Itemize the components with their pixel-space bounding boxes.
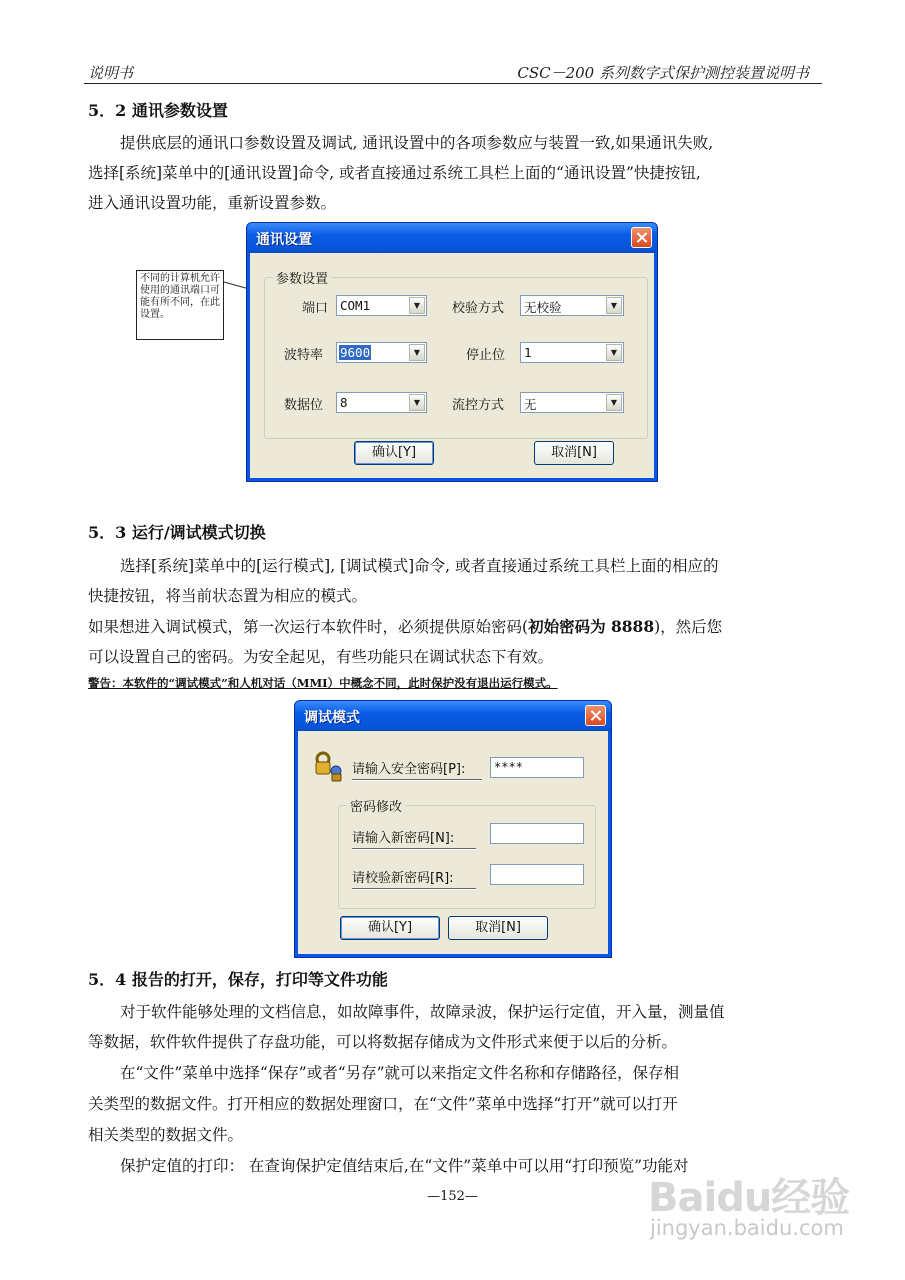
section-54-line-2: 等数据，软件软件提供了存盘功能，可以将数据存储成为文件形式来便于以后的分析。 (88, 1033, 678, 1051)
ok-button[interactable]: 确认[Y] (354, 441, 434, 465)
port-value: COM1 (340, 298, 371, 313)
initial-password-note: 初始密码为 8888 (528, 617, 655, 636)
ok-button[interactable]: 确认[Y] (340, 916, 440, 940)
password-change-groupbox (338, 800, 596, 909)
comm-dialog-title: 通讯设置 (256, 232, 312, 248)
header-right: CSC－200 系列数字式保护测控装置说明书 (517, 64, 809, 82)
chevron-down-icon[interactable]: ▼ (606, 394, 622, 411)
chevron-down-icon[interactable]: ▼ (409, 344, 425, 361)
flow-control-value: 无 (524, 397, 537, 412)
password-label-underline (352, 779, 482, 781)
chevron-down-icon[interactable]: ▼ (409, 297, 425, 314)
new-password-underline (352, 848, 476, 850)
section-52-line-2: 选择[系统]菜单中的[通讯设置]命令, 或者直接通过系统工具栏上面的“通讯设置”快捷按钮, (88, 164, 701, 182)
cancel-button[interactable]: 取消[N] (534, 441, 614, 465)
baud-select[interactable] (336, 342, 427, 363)
line3-prefix: 如果想进入调试模式，第一次运行本软件时，必须提供原始密码( (88, 618, 529, 636)
debug-mode-dialog (294, 700, 612, 958)
close-icon[interactable] (631, 227, 652, 248)
parity-select[interactable] (520, 295, 624, 316)
stop-bits-value: 1 (524, 345, 532, 360)
section-52-line-1: 提供底层的通讯口参数设置及调试, 通讯设置中的各项参数应与装置一致,如果通讯失败, (120, 134, 714, 152)
flow-control-select[interactable] (520, 392, 624, 413)
section-54-line-5: 相关类型的数据文件。 (88, 1126, 244, 1144)
header-rule (84, 83, 822, 84)
port-select[interactable] (336, 295, 427, 316)
section-53-line-4: 可以设置自己的密码。为安全起见，有些功能只在调试状态下有效。 (88, 648, 554, 666)
data-bits-select[interactable] (336, 392, 427, 413)
chevron-down-icon[interactable]: ▼ (409, 394, 425, 411)
baud-value: 9600 (340, 345, 371, 360)
section-52-heading: 5．2 通讯参数设置 (88, 101, 228, 120)
stop-bits-select[interactable] (520, 342, 624, 363)
page-number: —152— (427, 1189, 478, 1204)
comm-dialog-titlebar[interactable] (247, 223, 657, 253)
callout-note: 不同的计算机允许使用的通讯端口可能有所不同，在此设置。 (136, 270, 224, 340)
baud-label: 波特率 (284, 348, 324, 363)
cancel-button[interactable]: 取消[N] (448, 916, 548, 940)
section-53-line-2: 快捷按钮，将当前状态置为相应的模式。 (88, 587, 368, 605)
close-icon[interactable] (585, 705, 606, 726)
comm-settings-dialog (246, 222, 658, 482)
section-53-line-1: 选择[系统]菜单中的[运行模式], [调试模式]命令, 或者直接通过系统工具栏上面的相应的 (120, 557, 719, 575)
parity-label: 校验方式 (452, 301, 505, 316)
section-54-line-3: 在“文件”菜单中选择“保存”或者“另存”就可以来指定文件名称和存储路径，保存相 (120, 1064, 680, 1082)
data-bits-label: 数据位 (284, 398, 324, 413)
password-label: 请输入安全密码[P]: (352, 762, 466, 777)
chevron-down-icon[interactable]: ▼ (606, 297, 622, 314)
password-input[interactable]: **** (490, 757, 584, 778)
data-bits-value: 8 (340, 395, 348, 410)
section-54-line-6: 保护定值的打印： 在查询保护定值结束后,在“文件”菜单中可以用“打印预览”功能对 (120, 1157, 689, 1175)
flow-control-label: 流控方式 (452, 398, 505, 413)
section-53-line-3 (88, 612, 722, 642)
comm-dialog-body (250, 253, 654, 478)
verify-password-underline (352, 888, 476, 890)
watermark-logo: Baidu经验 (648, 1175, 850, 1221)
lock-key-icon (312, 749, 346, 783)
param-group-label: 参数设置 (273, 268, 331, 287)
chevron-down-icon[interactable]: ▼ (606, 344, 622, 361)
section-53-heading: 5．3 运行/调试模式切换 (88, 523, 266, 542)
section-54-line-1: 对于软件能够处理的文档信息，如故障事件，故障录波，保护运行定值，开入量，测量值 (120, 1003, 725, 1021)
header-left: 说明书 (88, 64, 134, 82)
section-54-heading: 5．4 报告的打开，保存，打印等文件功能 (88, 970, 388, 989)
debug-dialog-title: 调试模式 (304, 710, 360, 726)
section-52-line-3: 进入通讯设置功能，重新设置参数。 (88, 194, 337, 212)
warning-note: 警告：本软件的“调试模式”和人机对话（MMI）中概念不同，此时保护没有退出运行模式。 (88, 676, 558, 690)
debug-dialog-body (298, 731, 608, 954)
verify-password-label: 请校验新密码[R]: (352, 871, 454, 886)
parity-value: 无校验 (524, 300, 562, 315)
verify-password-input[interactable] (490, 864, 584, 885)
section-54-line-4: 关类型的数据文件。打开相应的数据处理窗口，在“文件”菜单中选择“打开”就可以打开 (88, 1095, 678, 1113)
stop-bits-label: 停止位 (466, 348, 506, 363)
debug-dialog-titlebar[interactable] (295, 701, 611, 731)
password-change-label: 密码修改 (347, 796, 405, 815)
new-password-input[interactable] (490, 823, 584, 844)
watermark-url: jingyan.baidu.com (650, 1216, 844, 1240)
line3-suffix: )，然后您 (654, 618, 723, 636)
new-password-label: 请输入新密码[N]: (352, 831, 455, 846)
port-label: 端口 (302, 301, 329, 316)
